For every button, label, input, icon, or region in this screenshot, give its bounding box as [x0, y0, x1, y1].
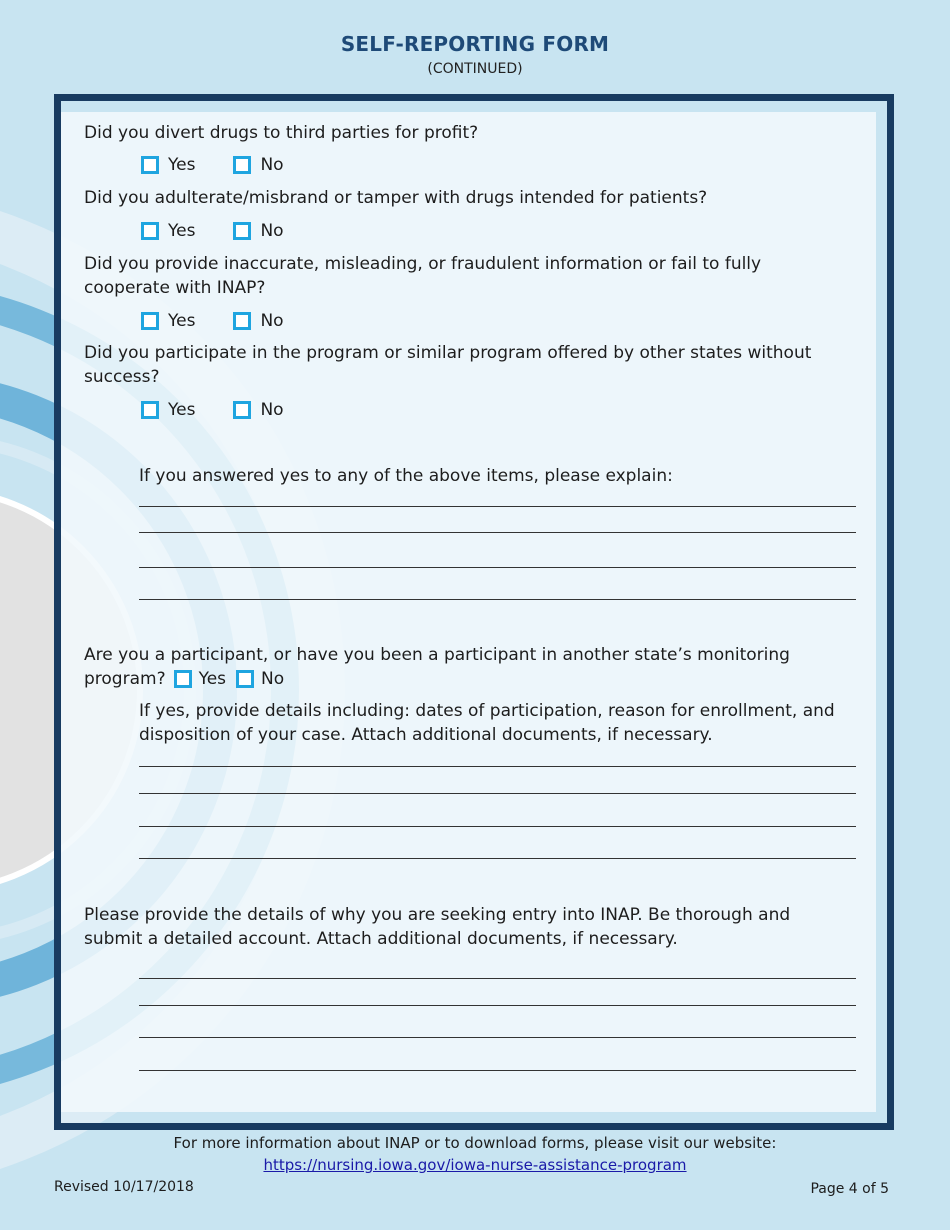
checkbox-yes[interactable] — [141, 156, 159, 174]
checkbox-no[interactable] — [233, 222, 251, 240]
question-line: Please provide the details of why you are seeking entry into INAP. Be thorough and — [84, 905, 791, 925]
answer-line[interactable] — [139, 978, 856, 979]
option-no[interactable] — [233, 221, 283, 241]
question-divert-drugs: Did you divert drugs to third parties for profit? — [84, 123, 479, 143]
monitoring-details-prompt — [139, 699, 835, 747]
checkbox-no[interactable] — [236, 670, 254, 688]
page-number: Page 4 of 5 — [810, 1181, 889, 1197]
option-no[interactable] — [233, 311, 283, 331]
option-label-no: No — [260, 155, 284, 175]
question-line: Did you participate in the program or similar program offered by other states without — [84, 343, 812, 363]
answer-line[interactable] — [139, 532, 856, 533]
answer-line[interactable] — [139, 1037, 856, 1038]
website-link[interactable]: https://nursing.iowa.gov/iowa-nurse-assistance-program — [263, 1156, 687, 1174]
option-yes[interactable] — [141, 155, 195, 175]
question-adulterate-drugs: Did you adulterate/misbrand or tamper with drugs intended for patients? — [84, 188, 708, 208]
question-line: submit a detailed account. Attach additional documents, if necessary. — [84, 929, 678, 949]
page-header — [0, 32, 950, 77]
question-monitoring-program — [84, 643, 790, 691]
checkbox-yes[interactable] — [141, 222, 159, 240]
question-line-prefix: program? — [84, 669, 166, 689]
answer-line[interactable] — [139, 793, 856, 794]
page-footer — [0, 1134, 950, 1174]
question-line: disposition of your case. Attach additional documents, if necessary. — [139, 725, 713, 745]
answer-line[interactable] — [139, 567, 856, 568]
option-yes[interactable] — [141, 400, 195, 420]
option-yes[interactable] — [174, 667, 226, 691]
option-no[interactable] — [236, 667, 284, 691]
options-other-programs — [141, 398, 284, 422]
checkbox-yes[interactable] — [141, 312, 159, 330]
option-label-yes: Yes — [168, 400, 196, 420]
explain-prompt: If you answered yes to any of the above items, please explain: — [139, 466, 673, 486]
answer-line[interactable] — [139, 506, 856, 507]
option-no[interactable] — [233, 155, 283, 175]
footer-info: For more information about INAP or to download forms, please visit our website: — [173, 1134, 777, 1152]
options-monitoring-program — [174, 667, 285, 691]
option-label-no: No — [260, 400, 284, 420]
answer-line[interactable] — [139, 766, 856, 767]
form-subtitle: (CONTINUED) — [427, 61, 523, 77]
options-divert-drugs — [141, 153, 284, 177]
checkbox-no[interactable] — [233, 156, 251, 174]
option-label-yes: Yes — [168, 221, 196, 241]
answer-line[interactable] — [139, 1070, 856, 1071]
question-inaccurate-info — [84, 252, 761, 300]
question-line: Are you a participant, or have you been a participant in another state’s monitoring — [84, 645, 790, 665]
option-label-yes: Yes — [168, 155, 196, 175]
option-label-yes: Yes — [198, 669, 227, 689]
entry-details-prompt — [84, 903, 790, 951]
checkbox-no[interactable] — [233, 312, 251, 330]
answer-line[interactable] — [139, 1005, 856, 1006]
options-inaccurate-info — [141, 309, 284, 333]
question-line: cooperate with INAP? — [84, 278, 266, 298]
option-label-no: No — [261, 669, 285, 689]
option-yes[interactable] — [141, 311, 195, 331]
options-adulterate-drugs — [141, 219, 284, 243]
revision-date: Revised 10/17/2018 — [54, 1179, 194, 1195]
checkbox-yes[interactable] — [174, 670, 192, 688]
question-line: If yes, provide details including: dates of participation, reason for enrollment, and — [139, 701, 835, 721]
answer-line[interactable] — [139, 599, 856, 600]
question-line — [84, 667, 790, 691]
option-label-no: No — [260, 221, 284, 241]
form-title: SELF-REPORTING FORM — [340, 32, 610, 56]
option-label-yes: Yes — [168, 311, 196, 331]
option-no[interactable] — [233, 400, 283, 420]
question-line: Did you provide inaccurate, misleading, or fraudulent information or fail to fully — [84, 254, 762, 274]
checkbox-yes[interactable] — [141, 401, 159, 419]
question-line: success? — [84, 367, 160, 387]
answer-line[interactable] — [139, 858, 856, 859]
option-label-no: No — [260, 311, 284, 331]
checkbox-no[interactable] — [233, 401, 251, 419]
answer-line[interactable] — [139, 826, 856, 827]
option-yes[interactable] — [141, 221, 195, 241]
question-other-programs — [84, 341, 811, 389]
